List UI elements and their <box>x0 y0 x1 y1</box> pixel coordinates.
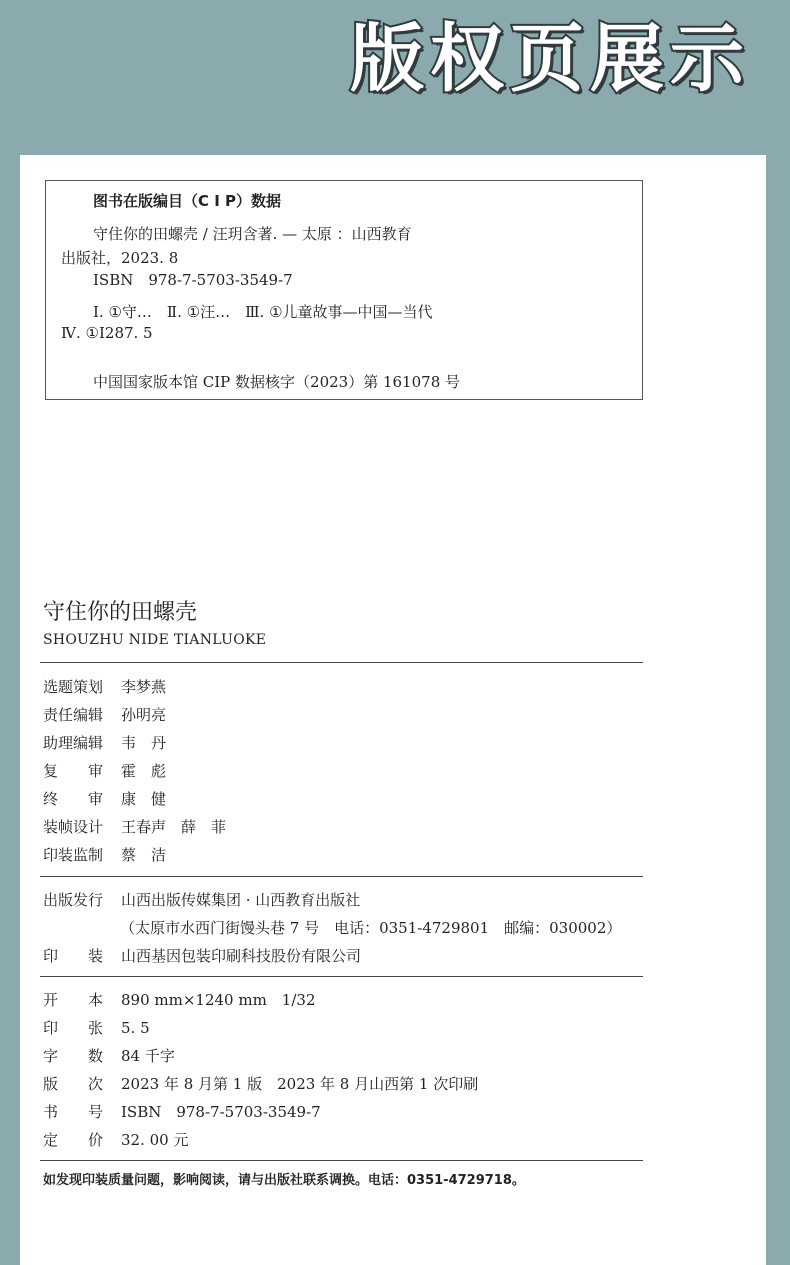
credit-value: 孙明亮 <box>121 706 167 724</box>
spec-label: 定 价 <box>43 1131 104 1149</box>
spec-label: 开 本 <box>43 991 104 1009</box>
credit-row <box>43 732 166 753</box>
divider <box>40 976 643 977</box>
divider <box>40 876 643 877</box>
credit-row <box>43 788 166 809</box>
credit-value: 李梦燕 <box>121 678 167 696</box>
cip-line-5: Ⅳ. ①I287. 5 <box>61 324 153 342</box>
spec-label: 字 数 <box>43 1047 104 1065</box>
spec-label: 印 张 <box>43 1019 104 1037</box>
spec-row <box>43 1129 188 1150</box>
spec-row <box>43 989 316 1010</box>
spec-row <box>43 1017 150 1038</box>
printer-row <box>43 945 361 966</box>
spec-row <box>43 1045 175 1066</box>
credit-label: 选题策划 <box>43 678 104 696</box>
publisher-label: 出版发行 <box>43 891 104 909</box>
spec-row <box>43 1101 321 1122</box>
spec-value: 890 mm×1240 mm 1/32 <box>121 991 316 1009</box>
credit-value: 王春声 薛 菲 <box>121 818 227 836</box>
credit-row <box>43 844 166 865</box>
divider <box>40 1160 643 1161</box>
credit-value: 康 健 <box>121 790 167 808</box>
credit-label: 印装监制 <box>43 846 104 864</box>
publisher-row <box>43 889 360 910</box>
cip-heading: 图书在版编目（C I P）数据 <box>93 192 282 210</box>
credit-value: 韦 丹 <box>121 734 167 752</box>
credit-label: 责任编辑 <box>43 706 104 724</box>
spec-value: 84 千字 <box>121 1047 175 1065</box>
publisher-value: 山西出版传媒集团 · 山西教育出版社 <box>121 891 361 909</box>
quality-notice: 如发现印装质量问题，影响阅读，请与出版社联系调换。电话：0351-4729718。 <box>43 1173 525 1188</box>
copyright-page <box>20 155 766 1265</box>
credit-value: 霍 彪 <box>121 762 167 780</box>
cip-line-1: 守住你的田螺壳 / 汪玥含著. — 太原 ：山西教育 <box>93 225 412 243</box>
spec-value: ISBN 978-7-5703-3549-7 <box>121 1103 321 1121</box>
printer-label: 印 装 <box>43 947 104 965</box>
cip-line-2: 出版社，2023. 8 <box>61 249 179 267</box>
credit-value: 蔡 洁 <box>121 846 167 864</box>
credit-row <box>43 676 166 697</box>
spec-value: 32. 00 元 <box>121 1131 189 1149</box>
spec-row <box>43 1073 478 1094</box>
spec-label: 书 号 <box>43 1103 104 1121</box>
spec-value: 5. 5 <box>121 1019 150 1037</box>
cip-line-6: 中国国家版本馆 CIP 数据核字（2023）第 161078 号 <box>93 373 461 391</box>
credit-row <box>43 760 166 781</box>
credit-label: 终 审 <box>43 790 104 808</box>
credit-label: 助理编辑 <box>43 734 104 752</box>
credit-row <box>43 704 166 725</box>
cip-data-box <box>45 180 643 400</box>
book-title: 守住你的田螺壳 <box>43 600 198 625</box>
publisher-address: （太原市水西门街馒头巷 7 号 电话：0351-4729801 邮编：030002） <box>120 919 622 937</box>
banner-title: 版权页展示 <box>350 16 750 102</box>
book-title-pinyin: SHOUZHU NIDE TIANLUOKE <box>43 632 267 648</box>
credit-label: 复 审 <box>43 762 104 780</box>
spec-label: 版 次 <box>43 1075 104 1093</box>
credit-row <box>43 816 226 837</box>
printer-value: 山西基因包装印刷科技股份有限公司 <box>121 947 362 965</box>
cip-line-4: Ⅰ. ①守… Ⅱ. ①汪… Ⅲ. ①儿童故事—中国—当代 <box>93 303 433 321</box>
cip-line-3: ISBN 978-7-5703-3549-7 <box>93 271 293 289</box>
credit-label: 装帧设计 <box>43 818 104 836</box>
spec-value: 2023 年 8 月第 1 版 2023 年 8 月山西第 1 次印刷 <box>121 1075 479 1093</box>
divider <box>40 662 643 663</box>
